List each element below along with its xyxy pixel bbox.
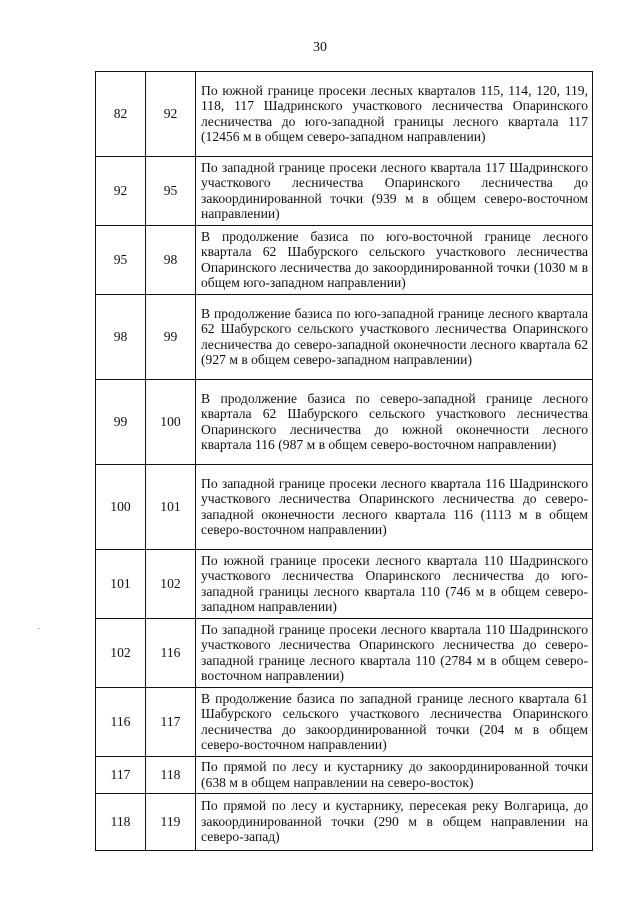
point-to: 95 xyxy=(146,157,196,226)
table-row xyxy=(96,688,593,757)
table-row xyxy=(96,226,593,295)
boundary-description: По южной границе просеки лесных кварталов 115, 114, 120, 119, 118, 117 Шадринского участкового лесничества Опаринского лесничества до юго-западной границы лесного квартала 117 (12456 м в общем северо-западном направлении) xyxy=(196,72,593,157)
point-to: 117 xyxy=(146,688,196,757)
point-to: 100 xyxy=(146,380,196,465)
table-row xyxy=(96,794,593,851)
boundary-description: По южной границе просеки лесного квартала 110 Шадринского участкового лесничества Опаринского лесничества до юго-западной границы лесного квартала 110 (746 м в общем северо-западном направлении) xyxy=(196,550,593,619)
point-from: 99 xyxy=(96,380,146,465)
table-row xyxy=(96,465,593,550)
point-from: 82 xyxy=(96,72,146,157)
point-to: 116 xyxy=(146,619,196,688)
point-to: 119 xyxy=(146,794,196,851)
boundary-description: По западной границе просеки лесного квартала 116 Шадринского участкового лесничества Опаринского лесничества до северо-западной оконечности лесного квартала 116 (1113 м в общем северо-восточном направлении) xyxy=(196,465,593,550)
point-from: 118 xyxy=(96,794,146,851)
point-to: 92 xyxy=(146,72,196,157)
table-row xyxy=(96,619,593,688)
point-from: 100 xyxy=(96,465,146,550)
point-from: 92 xyxy=(96,157,146,226)
boundary-description: В продолжение базиса по западной границе лесного квартала 61 Шабурского сельского участкового лесничества Опаринского лесничества до закоординированной точки (204 м в общем северо-восточном направлении) xyxy=(196,688,593,757)
point-from: 101 xyxy=(96,550,146,619)
table-row xyxy=(96,380,593,465)
point-from: 95 xyxy=(96,226,146,295)
point-from: 98 xyxy=(96,295,146,380)
table-row xyxy=(96,550,593,619)
boundary-description: По прямой по лесу и кустарнику до закоординированной точки (638 м в общем направлении на северо-восток) xyxy=(196,757,593,794)
point-to: 99 xyxy=(146,295,196,380)
page-number: 30 xyxy=(313,40,327,55)
boundary-description: По западной границе просеки лесного квартала 110 Шадринского участкового лесничества Опаринского лесничества до северо-западной границе лесного квартала 110 (2784 м в общем северо-восточном направлении) xyxy=(196,619,593,688)
table-row xyxy=(96,157,593,226)
table-row xyxy=(96,72,593,157)
point-to: 102 xyxy=(146,550,196,619)
boundary-description: В продолжение базиса по юго-западной границе лесного квартала 62 Шабурского сельского участкового лесничества Опаринского лесничества до северо-западной оконечности лесного квартала 62 (927 м в общем северо-западном направлении) xyxy=(196,295,593,380)
table-row xyxy=(96,295,593,380)
point-to: 101 xyxy=(146,465,196,550)
point-from: 116 xyxy=(96,688,146,757)
point-from: 102 xyxy=(96,619,146,688)
boundary-description: По прямой по лесу и кустарнику, пересекая реку Волгарица, до закоординированной точки (290 м в общем направлении на северо-запад) xyxy=(196,794,593,851)
margin-mark xyxy=(38,628,40,629)
boundary-description: В продолжение базиса по юго-восточной границе лесного квартала 62 Шабурского сельского участкового лесничества Опаринского лесничества до закоординированной точки (1030 м в общем юго-западном направлении) xyxy=(196,226,593,295)
point-from: 117 xyxy=(96,757,146,794)
point-to: 118 xyxy=(146,757,196,794)
point-to: 98 xyxy=(146,226,196,295)
boundary-table xyxy=(95,71,593,851)
boundary-description: В продолжение базиса по северо-западной границе лесного квартала 62 Шабурского сельского участкового лесничества Опаринского лесничества до южной оконечности лесного квартала 116 (987 м в общем северо-восточном направлении) xyxy=(196,380,593,465)
table-row xyxy=(96,757,593,794)
boundary-description: По западной границе просеки лесного квартала 117 Шадринского участкового лесничества Опаринского лесничества до закоординированной точки (939 м в общем северо-восточном направлении) xyxy=(196,157,593,226)
